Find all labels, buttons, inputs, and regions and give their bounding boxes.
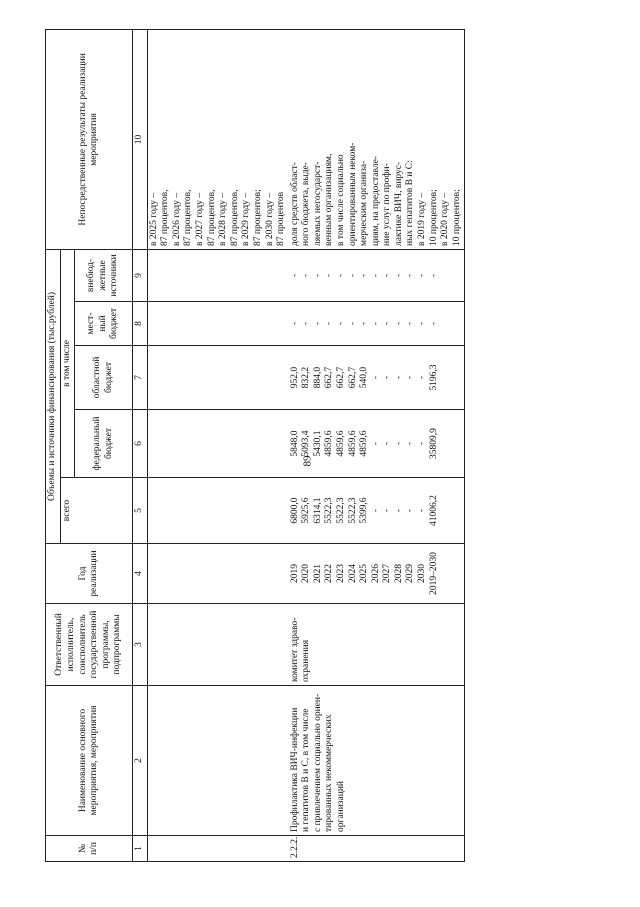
result-line: доля средств област- bbox=[289, 162, 300, 246]
regional-cell: 662,7 bbox=[347, 366, 358, 389]
federal-cell: 35809,9 bbox=[428, 428, 439, 459]
result-line: ляемых негосударст- bbox=[312, 161, 323, 246]
result-line: в 2019 году – bbox=[417, 192, 428, 246]
total-cell: 5522,3 bbox=[324, 497, 335, 524]
colnum-1: 1 bbox=[133, 836, 148, 862]
regional-cell: - bbox=[393, 375, 404, 380]
header-number: № п/п bbox=[46, 836, 133, 862]
table-row bbox=[289, 29, 465, 861]
header-regional: областной бюджет bbox=[75, 346, 133, 410]
row-name bbox=[289, 686, 465, 836]
local-cell: - bbox=[347, 321, 358, 326]
result-line: венным организациям, bbox=[324, 153, 335, 246]
row-number: 2.2.2. bbox=[289, 836, 465, 862]
local-cell: - bbox=[370, 321, 381, 326]
year-cell: 2021 bbox=[312, 564, 323, 583]
offbudget-cell: - bbox=[312, 273, 323, 278]
header-total: всего bbox=[60, 478, 133, 544]
total-cell: - bbox=[393, 508, 404, 513]
row-offbudget bbox=[289, 249, 465, 301]
federal-cell: 4859,6 bbox=[347, 430, 358, 457]
regional-cell: 540,0 bbox=[359, 366, 370, 389]
year-cell: 2022 bbox=[324, 564, 335, 583]
result-line: 87 процентов; bbox=[252, 189, 263, 246]
federal-cell: - bbox=[405, 441, 416, 446]
total-cell: - bbox=[417, 508, 428, 513]
total-cell: 6800,0 bbox=[289, 497, 300, 524]
result-line: 87 процентов, bbox=[160, 189, 171, 246]
year-cell: 2024 bbox=[347, 564, 358, 583]
local-cell: - bbox=[428, 321, 439, 326]
local-cell: - bbox=[417, 321, 428, 326]
continuation-row bbox=[147, 29, 288, 861]
total-cell: 5925,6 bbox=[301, 497, 312, 524]
result-line: ориентированным неком- bbox=[347, 142, 358, 246]
local-cell: - bbox=[289, 321, 300, 326]
colnum-4: 4 bbox=[133, 544, 148, 604]
header-local: мест- ный бюджет bbox=[75, 302, 133, 346]
result-line: лактике ВИЧ, вирус- bbox=[393, 161, 404, 246]
continuation-results bbox=[147, 29, 288, 249]
federal-cell: 4859,6 bbox=[335, 430, 346, 457]
regional-cell: 884,0 bbox=[312, 366, 323, 389]
total-cell: - bbox=[405, 508, 416, 513]
result-line: в том числе социально bbox=[335, 154, 346, 246]
regional-cell: 662,7 bbox=[324, 366, 335, 389]
header-offbudget: внебюд- жетные источники bbox=[75, 249, 133, 301]
offbudget-cell: - bbox=[370, 273, 381, 278]
result-line: ных гепатитов В и С: bbox=[405, 160, 416, 246]
result-line: ние услуг по профи- bbox=[382, 163, 393, 246]
row-results bbox=[289, 29, 465, 249]
name-line: Профилактика ВИЧ-инфекции bbox=[289, 707, 300, 832]
federal-cell: - bbox=[393, 441, 404, 446]
total-cell: - bbox=[382, 508, 393, 513]
offbudget-cell: - bbox=[324, 273, 335, 278]
row-years bbox=[289, 544, 465, 604]
name-line: и гепатитов В и С, в том числе bbox=[301, 708, 312, 832]
year-cell: 2019–2030 bbox=[428, 552, 439, 595]
regional-cell: - bbox=[417, 375, 428, 380]
result-line: в 2030 году – bbox=[264, 192, 275, 246]
offbudget-cell: - bbox=[405, 273, 416, 278]
result-line: мерческим организа- bbox=[359, 160, 370, 246]
name-line: организаций bbox=[335, 780, 346, 832]
result-line: в 2020 году – bbox=[440, 192, 451, 246]
header-funding: Объемы и источники финансирования (тыс.рублей) bbox=[46, 249, 61, 543]
local-cell: - bbox=[324, 321, 335, 326]
year-cell: 2023 bbox=[335, 564, 346, 583]
offbudget-cell: - bbox=[347, 273, 358, 278]
regional-cell: 5196,3 bbox=[428, 364, 439, 391]
offbudget-cell: - bbox=[393, 273, 404, 278]
total-cell: 5522,3 bbox=[347, 497, 358, 524]
local-cell: - bbox=[359, 321, 370, 326]
colnum-10: 10 bbox=[133, 29, 148, 249]
header-executor: Ответственный исполнитель, соисполнитель государственной программы, подпрограммы bbox=[46, 604, 133, 686]
colnum-2: 2 bbox=[133, 686, 148, 836]
result-line: в 2025 году – bbox=[148, 192, 159, 246]
total-cell: 41006,2 bbox=[428, 495, 439, 526]
total-cell: 5522,3 bbox=[335, 497, 346, 524]
result-line: циям, на предоставле- bbox=[370, 156, 381, 246]
executor-line: охранения bbox=[301, 639, 312, 682]
federal-cell: 5093,4 bbox=[301, 430, 312, 457]
executor-line: комитет здраво- bbox=[289, 617, 300, 682]
local-cell: - bbox=[335, 321, 346, 326]
offbudget-cell: - bbox=[417, 273, 428, 278]
row-total bbox=[289, 478, 465, 544]
year-cell: 2020 bbox=[301, 564, 312, 583]
year-cell: 2025 bbox=[359, 564, 370, 583]
colnum-6: 6 bbox=[133, 410, 148, 478]
year-cell: 2029 bbox=[405, 564, 416, 583]
year-cell: 2019 bbox=[289, 564, 300, 583]
year-cell: 2027 bbox=[382, 564, 393, 583]
result-line: 87 процентов bbox=[276, 191, 287, 246]
federal-cell: - bbox=[417, 441, 428, 446]
name-line: с привлечением социально ориен- bbox=[312, 693, 323, 832]
result-line: 10 процентов; bbox=[428, 189, 439, 246]
result-line: 87 процентов, bbox=[206, 189, 217, 246]
federal-cell: 5430,1 bbox=[312, 430, 323, 457]
offbudget-cell: - bbox=[301, 273, 312, 278]
local-cell: - bbox=[405, 321, 416, 326]
year-cell: 2028 bbox=[393, 564, 404, 583]
regional-cell: - bbox=[382, 375, 393, 380]
total-cell: 6314,1 bbox=[312, 497, 323, 524]
offbudget-cell: - bbox=[382, 273, 393, 278]
result-line: в 2027 году – bbox=[195, 192, 206, 246]
federal-cell: - bbox=[382, 441, 393, 446]
colnum-5: 5 bbox=[133, 478, 148, 544]
total-cell: - bbox=[370, 508, 381, 513]
year-cell: 2030 bbox=[417, 564, 428, 583]
header-federal: федеральный бюджет bbox=[75, 410, 133, 478]
federal-cell: - bbox=[370, 441, 381, 446]
local-cell: - bbox=[382, 321, 393, 326]
federal-cell: 4859,6 bbox=[324, 430, 335, 457]
offbudget-cell: - bbox=[335, 273, 346, 278]
local-cell: - bbox=[312, 321, 323, 326]
regional-cell: - bbox=[370, 375, 381, 380]
federal-cell: 5848,0 bbox=[289, 430, 300, 457]
offbudget-cell: - bbox=[289, 273, 300, 278]
row-federal bbox=[289, 410, 465, 478]
local-cell: - bbox=[301, 321, 312, 326]
header-year: Год реализации bbox=[46, 544, 133, 604]
year-cell: 2026 bbox=[370, 564, 381, 583]
result-line: ного бюджета, выде- bbox=[301, 162, 312, 246]
header-name: Наименование основного мероприятия, мероприятия bbox=[46, 686, 133, 836]
funding-table bbox=[45, 29, 465, 862]
header-including: в том числе bbox=[60, 249, 75, 477]
result-line: в 2028 году – bbox=[218, 192, 229, 246]
offbudget-cell: - bbox=[428, 273, 439, 278]
regional-cell: 662,7 bbox=[335, 366, 346, 389]
row-executor bbox=[289, 604, 465, 686]
row-local bbox=[289, 302, 465, 346]
page-number: 89 bbox=[301, 455, 314, 467]
row-regional bbox=[289, 346, 465, 410]
rotated-table-container bbox=[45, 30, 462, 862]
result-line: в 2029 году – bbox=[241, 192, 252, 246]
colnum-7: 7 bbox=[133, 346, 148, 410]
result-line: в 2026 году – bbox=[171, 192, 182, 246]
regional-cell: 832,2 bbox=[301, 366, 312, 389]
result-line: 87 процентов, bbox=[183, 189, 194, 246]
colnum-3: 3 bbox=[133, 604, 148, 686]
result-line: 10 процентов; bbox=[451, 189, 462, 246]
colnum-8: 8 bbox=[133, 302, 148, 346]
result-line: 87 процентов, bbox=[229, 189, 240, 246]
regional-cell: 952,0 bbox=[289, 366, 300, 389]
total-cell: 5399,6 bbox=[359, 497, 370, 524]
colnum-9: 9 bbox=[133, 249, 148, 301]
federal-cell: 4859,6 bbox=[359, 430, 370, 457]
offbudget-cell: - bbox=[359, 273, 370, 278]
local-cell: - bbox=[393, 321, 404, 326]
header-results: Непосредственные результаты реализации мероприятия bbox=[46, 29, 133, 249]
name-line: тированных некоммерческих bbox=[324, 714, 335, 832]
regional-cell: - bbox=[405, 375, 416, 380]
